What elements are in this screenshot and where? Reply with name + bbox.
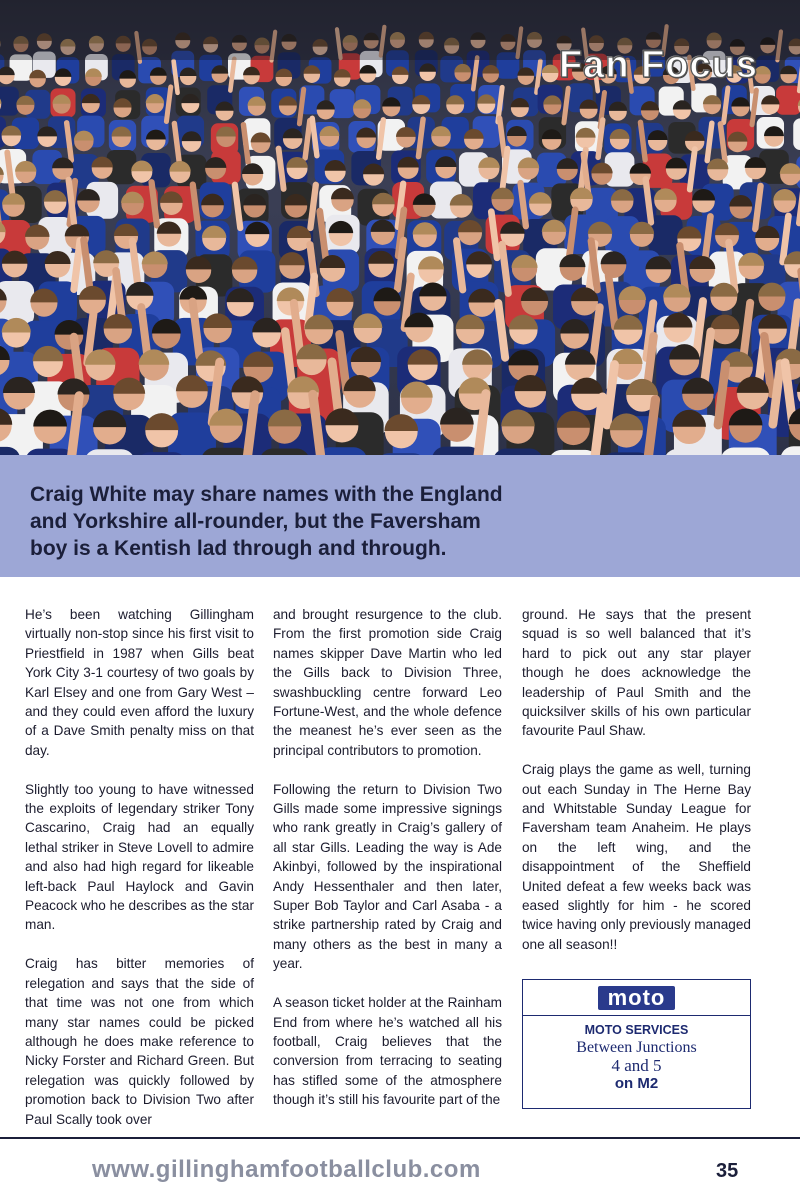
ad-logo-area (523, 980, 750, 1016)
website-url[interactable]: www.gillinghamfootballclub.com (92, 1156, 481, 1183)
moto-advert[interactable] (522, 979, 751, 1109)
page-number: 35 (716, 1160, 739, 1182)
paragraph: A season ticket holder at the Rainham End from where he’s watched all his football, Craig believes that the conversion from terracing to seating has stifled some of the atmosphere though it’s still his favourite part of the (273, 995, 502, 1108)
ad-heading: MOTO SERVICES (584, 1023, 689, 1037)
ad-motorway: on M2 (614, 1075, 659, 1092)
paragraph: Following the return to Division Two Gills made some impressive signings who rank greatly in Craig’s gallery of all star Gills. Leading the way is Ade Akinbyi, followed by the inspirational Andy Hessenthaler and then later, Super Bob Taylor and Carl Asaba - a strike partnership rated by Craig and many others as the best in many a year. (273, 781, 502, 972)
article-column-1 (25, 605, 254, 1148)
footer-divider (0, 1137, 800, 1139)
section-title: Fan Focus (558, 44, 758, 86)
paragraph: Slightly too young to have witnessed the exploits of legendary striker Tony Cascarino, Craig had an equally lethal striker in Steve Lovell to admire and also had high regard for likeable left-back Paul Haylock and Gavin Peacock who he describes as the star man. (25, 781, 254, 933)
ad-location: Between Junctions (576, 1039, 697, 1056)
crowd-photo (0, 0, 800, 455)
article-column-2 (273, 605, 502, 1129)
paragraph: Craig has bitter memories of relegation and says that the side of that time was not one from which many star names could be picked although he does make reference to Nicky Forster and Richard Green. But relegation was quickly followed by promotion back to Division Two after Paul Scally took over (25, 956, 254, 1127)
paragraph: He’s been watching Gillingham virtually non-stop since his first visit to Priestfield in 1987 when Gills beat York City 3-1 courtesy of two goals by Karl Elsey and one from Gary West – and they could even afford the luxury of a Dave Smith penalty miss on that day. (25, 607, 254, 758)
ad-junctions: 4 and 5 (611, 1056, 662, 1075)
intro-band (0, 455, 800, 577)
paragraph: and brought resurgence to the club. From the first promotion side Craig names skipper Dave Martin who led the Gills back to Division Three, swashbuckling centre forward Leo Fortune-West, and the whole defence the meanest he’s ever seen as the principal contributors to promotion. (273, 607, 502, 758)
moto-logo: moto (598, 986, 676, 1010)
article-column-3 (522, 605, 751, 974)
paragraph: ground. He says that the present squad is so well balanced that it’s hard to pick out any star player though he does acknowledge the leadership of Paul Smith and the quicksilver skills of his own particular favourite Paul Shaw. (522, 607, 751, 739)
intro-text: Craig White may share names with the England and Yorkshire all-rounder, but the Faversham boy is a Kentish lad through and through. (30, 483, 503, 560)
paragraph: Craig plays the game as well, turning out each Sunday in The Herne Bay and Whitstable Sunday League for Faversham team Anaheim. He plays on the left wing, and the disappointment of the Sheffield United defeat a few weeks back was eased slightly for him - he scored twice having only previously managed one all season!! (522, 762, 751, 952)
